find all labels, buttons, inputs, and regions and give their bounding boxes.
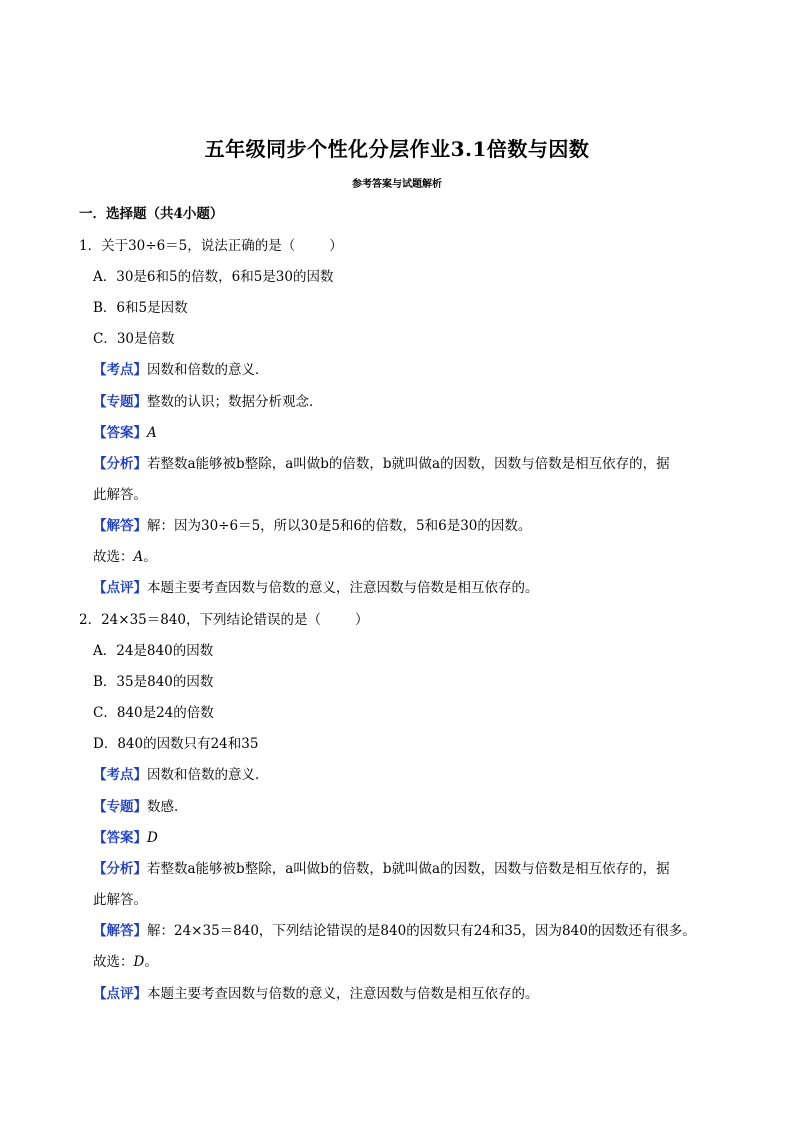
question-1-kaodian [93, 360, 794, 380]
question-2-guxuan [93, 952, 794, 972]
question-2-text: 2．24×35＝840，下列结论错误的是（ [79, 612, 322, 628]
daan-text: D [147, 830, 158, 846]
jieda-text: 解：因为30÷6＝5，所以30是5和6的倍数，5和6是30的因数。 [147, 518, 532, 534]
daan-tag: 【答案】 [93, 425, 147, 441]
question-1-fenxi-cont: 此解答。 [93, 487, 147, 503]
zhuanti-tag: 【专题】 [93, 394, 147, 410]
question-2-option-d: D．840的因数只有24和35 [93, 736, 259, 752]
question-2-dianping [93, 984, 794, 1004]
question-1-text: 1．关于30÷6＝5，说法正确的是（ [79, 238, 296, 254]
guxuan-end: 。 [144, 954, 158, 970]
jieda-text: 解：24×35＝840，下列结论错误的是840的因数只有24和35，因为840的因数还有很多。 [147, 923, 696, 939]
zhuanti-text: 数感． [147, 799, 188, 815]
jieda-tag: 【解答】 [93, 923, 147, 939]
guxuan-label: 故选： [93, 549, 134, 565]
dianping-tag: 【点评】 [93, 580, 147, 596]
question-2-daan [93, 828, 794, 848]
question-1-zhuanti [93, 392, 794, 412]
question-1-dianping [93, 578, 794, 598]
question-1-option-a: A．30是6和5的倍数，6和5是30的因数 [93, 269, 334, 285]
question-1-stem [79, 236, 794, 256]
fenxi-text: 若整数a能够被b整除，a叫做b的倍数，b就叫做a的因数，因数与倍数是相互依存的，据 [147, 456, 670, 472]
dianping-text: 本题主要考查因数与倍数的意义，注意因数与倍数是相互依存的。 [147, 580, 539, 596]
kaodian-tag: 【考点】 [93, 362, 147, 378]
page-title: 五年级同步个性化分层作业3.1倍数与因数 [204, 137, 590, 161]
question-2-fenxi-cont: 此解答。 [93, 892, 147, 908]
question-1-jieda [93, 516, 794, 536]
question-2-option-a: A．24是840的因数 [93, 643, 214, 659]
question-2-option-b: B．35是840的因数 [93, 674, 214, 690]
kaodian-text: 因数和倍数的意义． [147, 767, 269, 783]
zhuanti-text: 整数的认识；数据分析观念． [147, 394, 323, 410]
dianping-tag: 【点评】 [93, 986, 147, 1002]
question-1-fenxi [93, 454, 794, 474]
guxuan-end: 。 [143, 549, 157, 565]
question-1-option-b: B．6和5是因数 [93, 300, 188, 316]
zhuanti-tag: 【专题】 [93, 799, 147, 815]
question-1-bracket-end: ） [329, 238, 343, 254]
question-1-option-c: C．30是倍数 [93, 331, 175, 347]
dianping-text: 本题主要考查因数与倍数的意义，注意因数与倍数是相互依存的。 [147, 986, 539, 1002]
fenxi-text: 若整数a能够被b整除，a叫做b的倍数，b就叫做a的因数，因数与倍数是相互依存的，据 [147, 861, 670, 877]
question-2-stem [79, 610, 794, 630]
question-2-kaodian [93, 765, 794, 785]
question-2-option-c: C．840是24的倍数 [93, 705, 214, 721]
question-2-jieda [93, 921, 794, 941]
question-2-zhuanti [93, 797, 794, 817]
question-1-daan [93, 423, 794, 443]
kaodian-text: 因数和倍数的意义． [147, 362, 269, 378]
jieda-tag: 【解答】 [93, 518, 147, 534]
fenxi-tag: 【分析】 [93, 861, 147, 877]
guxuan-answer: A [133, 549, 144, 565]
guxuan-label: 故选： [93, 954, 134, 970]
question-2-bracket-end: ） [355, 612, 369, 628]
daan-tag: 【答案】 [93, 830, 147, 846]
page-subtitle: 参考答案与试题解析 [352, 179, 442, 190]
section-heading: 一．选择题（共4小题） [79, 206, 224, 222]
guxuan-answer: D [133, 954, 145, 970]
daan-text: A [147, 425, 157, 441]
question-1-guxuan [93, 547, 794, 567]
question-2-fenxi [93, 859, 794, 879]
fenxi-tag: 【分析】 [93, 456, 147, 472]
kaodian-tag: 【考点】 [93, 767, 147, 783]
